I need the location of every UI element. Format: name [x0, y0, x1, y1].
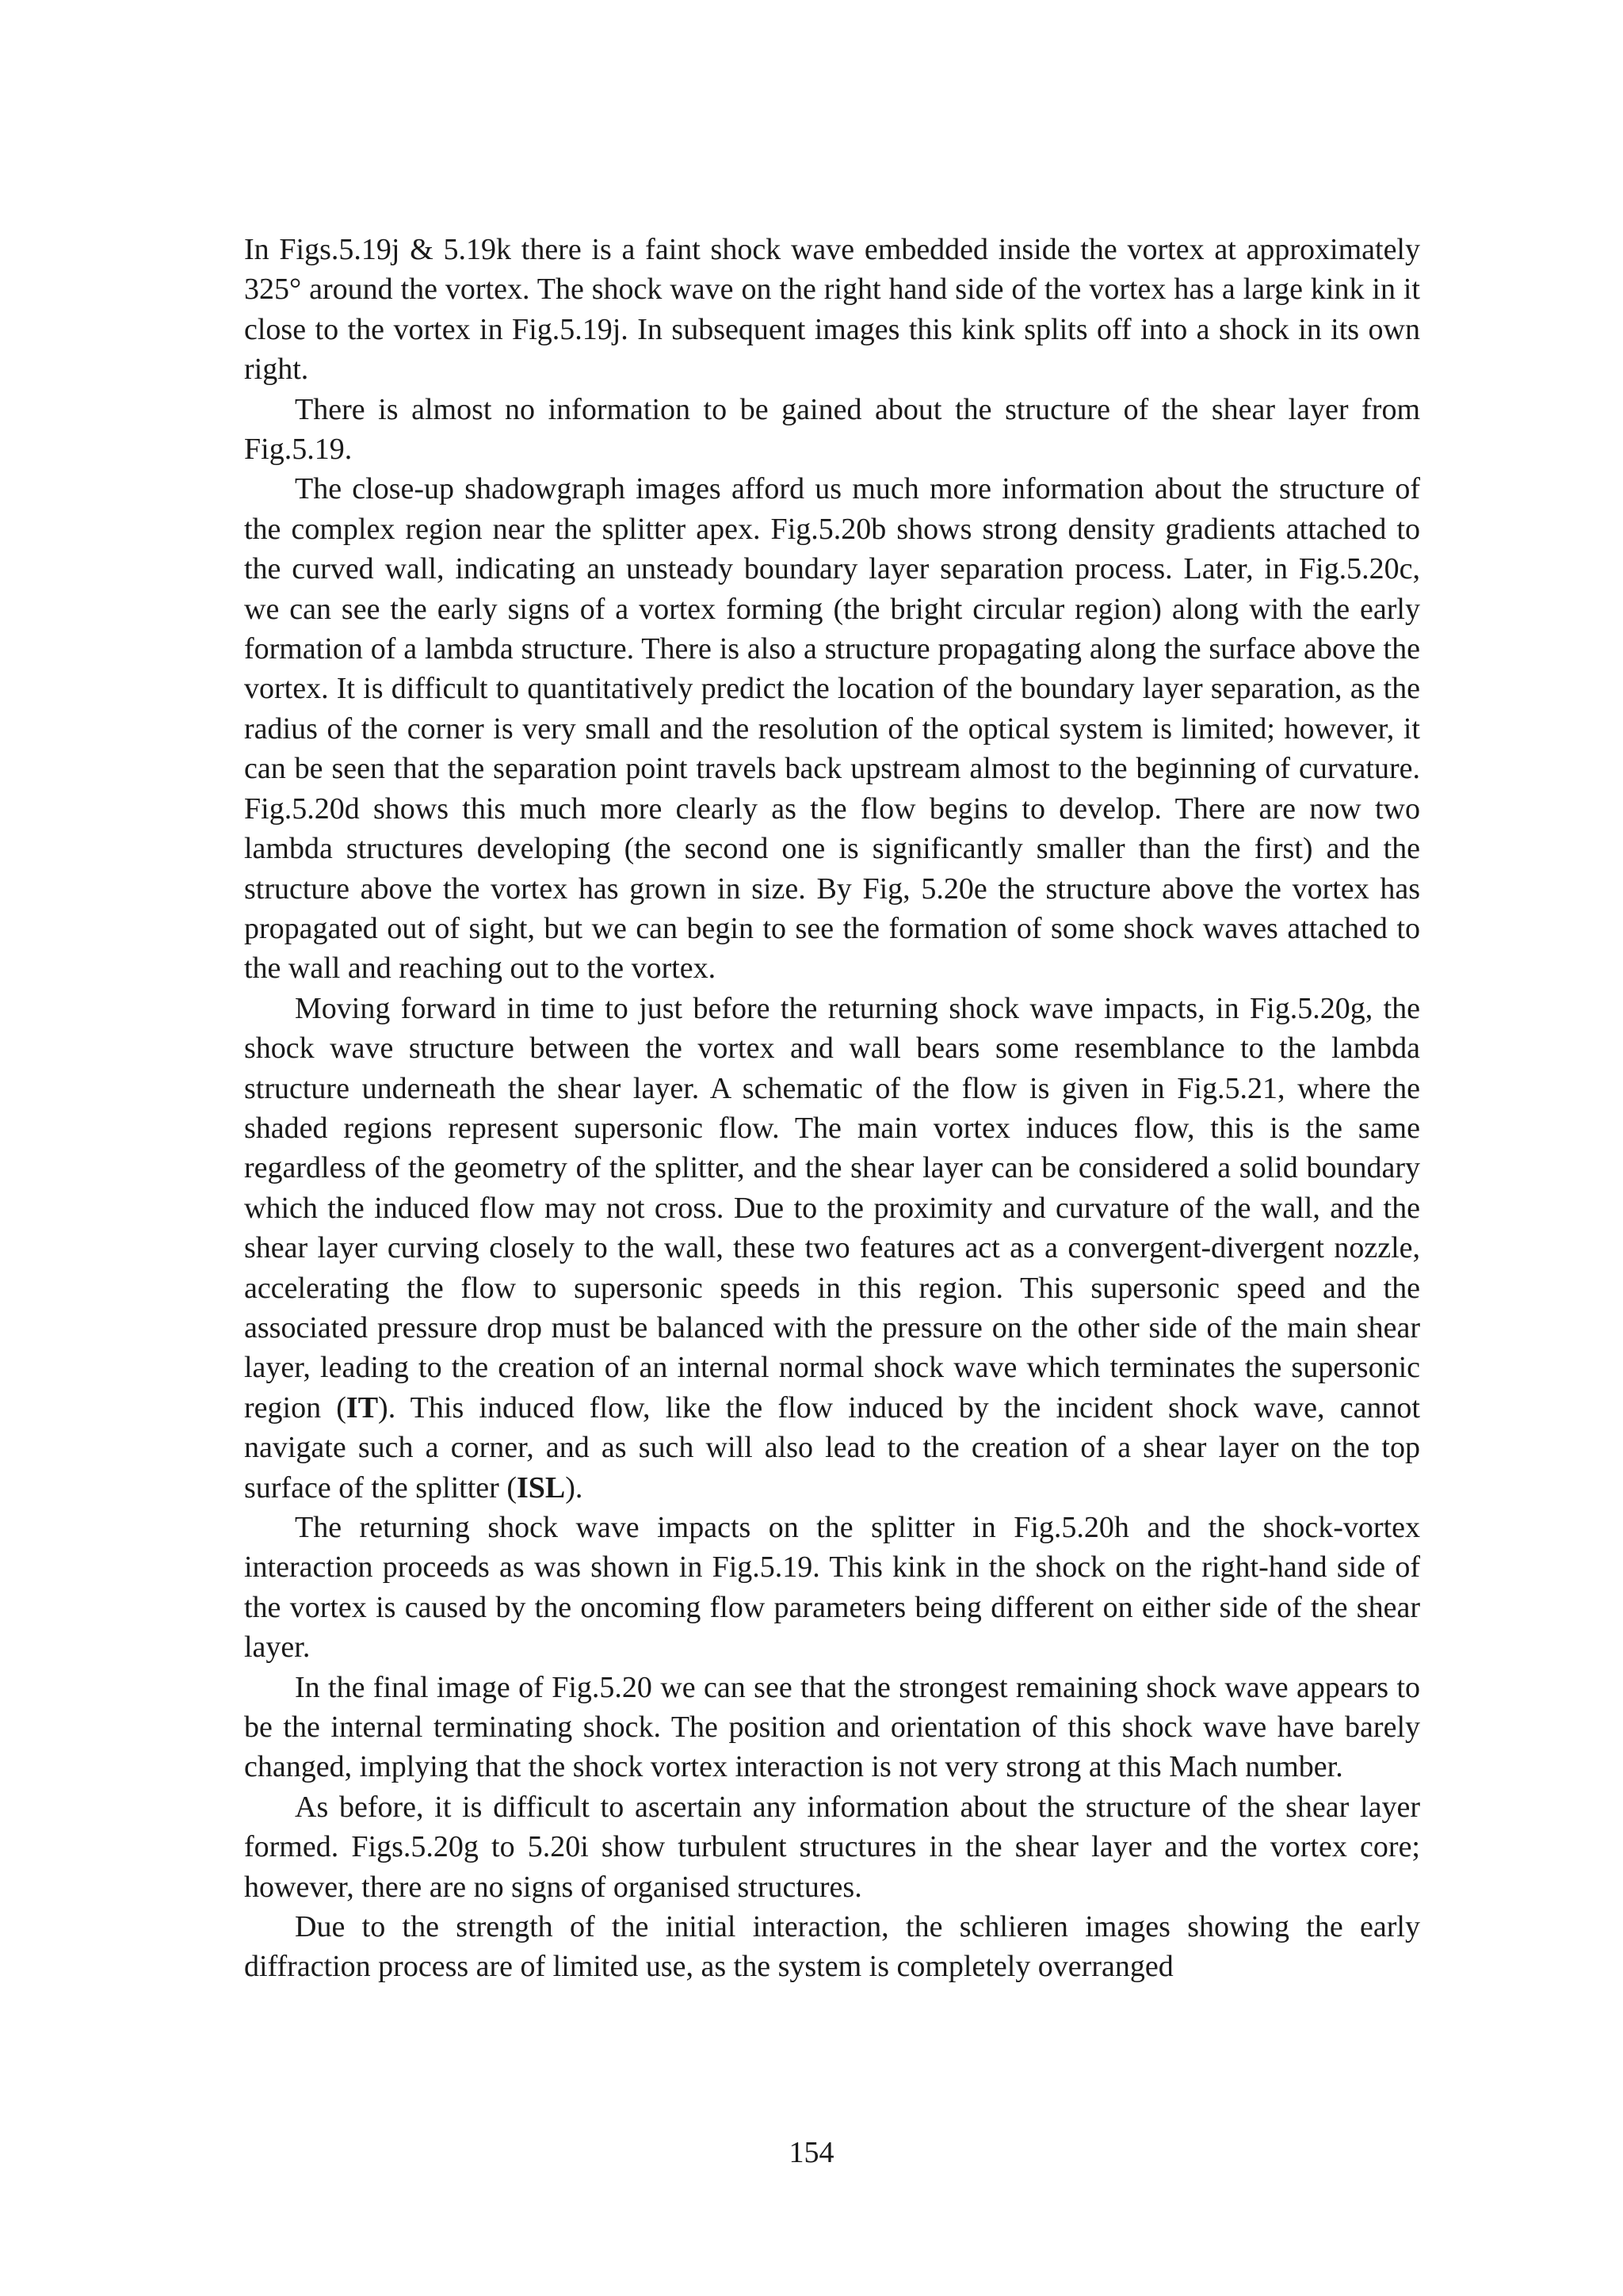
- paragraph-text: The close-up shadowgraph images afford us much more information about the structure of the complex region near the splitter apex. Fig.5.20b shows strong density gradients attached to the curved wall, indicating an unsteady boundary layer separation process. Later, in Fig.5.20c, we can see the early signs of a vortex forming (the bright circular region) along with the early formation of a lambda structure. There is also a structure propagating along the surface above the vortex. It is difficult to quantitatively predict the location of the boundary layer separation, as the radius of the corner is very small and the resolution of the optical system is limited; however, it can be seen that the separation point travels back upstream almost to the beginning of curvature. Fig.5.20d shows this much more clearly as the flow begins to develop. There are now two lambda structures developing (the second one is significantly smaller than the first) and the structure above the vortex has grown in size. By Fig, 5.20e the structure above the vortex has propagated out of sight, but we can begin to see the formation of some shock waves attached to the wall and reaching out to the vortex.: [244, 472, 1420, 986]
- paragraph-text: ).: [565, 1470, 583, 1505]
- paragraph-text: The returning shock wave impacts on the splitter in Fig.5.20h and the shock-vortex interaction proceeds as was shown in Fig.5.19. This kink in the shock on the right-hand side of the vortex is caused by the oncoming flow parameters being different on either side of the shear layer.: [244, 1511, 1420, 1665]
- bold-label: IT: [346, 1390, 379, 1425]
- paragraph-text: There is almost no information to be gained about the structure of the shear layer from Fig.5.19.: [244, 392, 1420, 467]
- paragraph-text: As before, it is difficult to ascertain any information about the structure of the shear layer formed. Figs.5.20g to 5.20i show turbulent structures in the shear layer and the vortex core; however, there are no signs of organised structures.: [244, 1790, 1420, 1904]
- paragraph-text: Moving forward in time to just before the returning shock wave impacts, in Fig.5.20g, the shock wave structure between the vortex and wall bears some resemblance to the lambda structure underneath the shear layer. A schematic of the flow is given in Fig.5.21, where the shaded regions represent supersonic flow. The main vortex induces flow, this is the same regardless of the geometry of the splitter, and the shear layer can be considered a solid boundary which the induced flow may not cross. Due to the proximity and curvature of the wall, and the shear layer curving closely to the wall, these two features act as a convergent-divergent nozzle, accelerating the flow to supersonic speeds in this region. This supersonic speed and the associated pressure drop must be balanced with the pressure on the other side of the main shear layer, leading to the creation of an internal normal shock wave which terminates the supersonic region (: [244, 991, 1420, 1425]
- paragraph-text: In Figs.5.19j & 5.19k there is a faint shock wave embedded inside the vortex at approximately 325° around the vortex. The shock wave on the right hand side of the vortex has a large kink in it close to the vortex in Fig.5.19j. In subsequent images this kink splits off into a shock in its own right.: [244, 233, 1420, 387]
- paragraph: [244, 1787, 1420, 1907]
- paragraph: [244, 230, 1420, 390]
- paragraph: [244, 1907, 1420, 1987]
- paragraph: [244, 1508, 1420, 1668]
- body-text: [244, 230, 1420, 1987]
- paragraph: [244, 390, 1420, 470]
- paragraph: [244, 469, 1420, 988]
- paragraph: [244, 1668, 1420, 1787]
- page-number: 154: [789, 2136, 834, 2169]
- paragraph-text: ). This induced flow, like the flow induced by the incident shock wave, cannot navigate such a corner, and as such will also lead to the creation of a shear layer on the top surface of the splitter (: [244, 1390, 1420, 1505]
- paragraph: [244, 989, 1420, 1508]
- paragraph-text: In the final image of Fig.5.20 we can see that the strongest remaining shock wave appears to be the internal terminating shock. The position and orientation of this shock wave have barely changed, implying that the shock vortex interaction is not very strong at this Mach number.: [244, 1670, 1420, 1784]
- bold-label: ISL: [516, 1470, 566, 1505]
- paragraph-text: Due to the strength of the initial interaction, the schlieren images showing the early diffraction process are of limited use, as the system is completely overranged: [244, 1910, 1420, 1984]
